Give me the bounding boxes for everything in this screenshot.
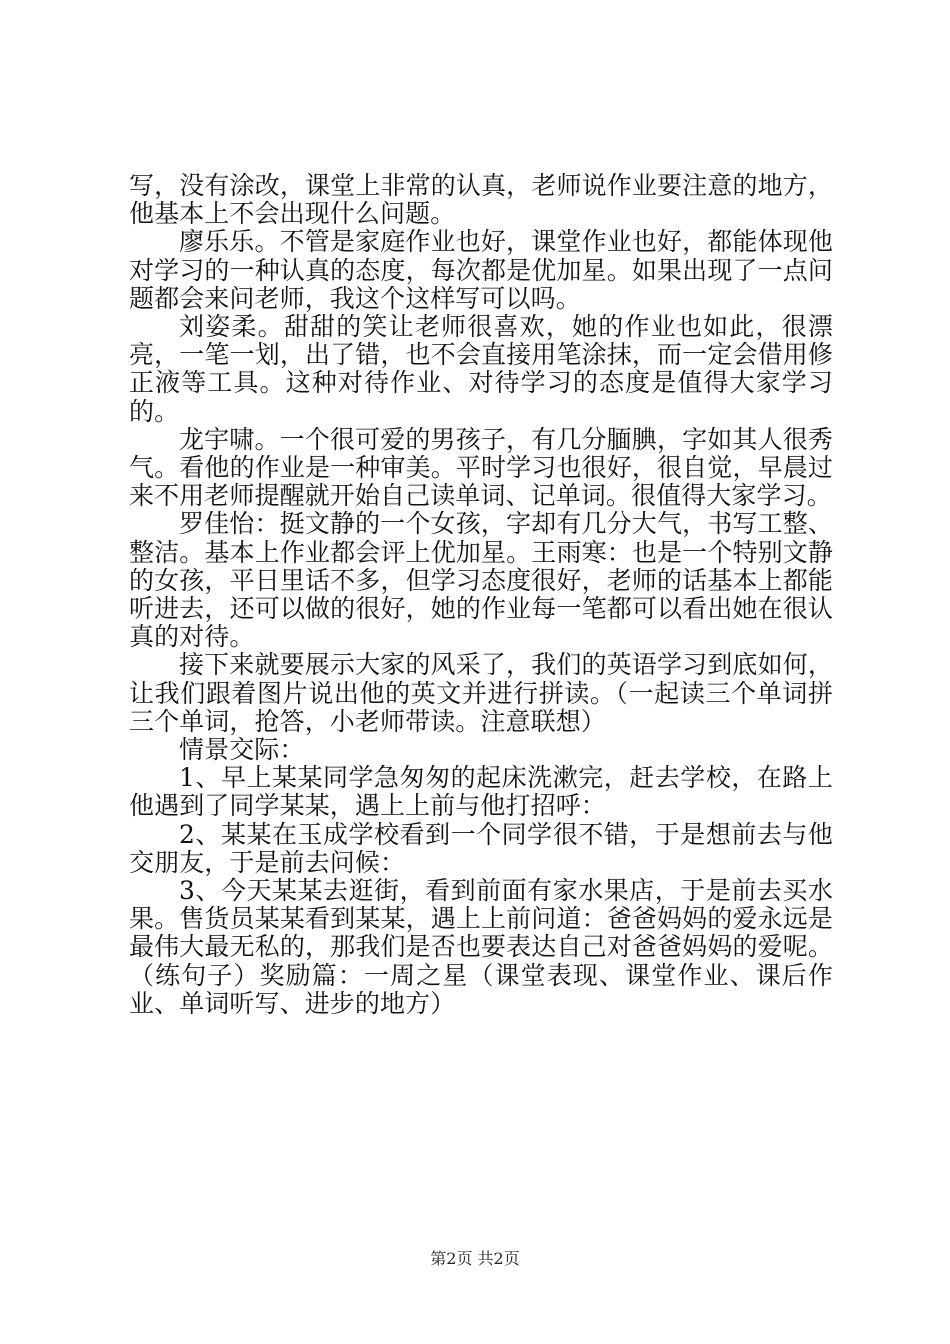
paragraph-luo-jiayi: 罗佳怡：挺文静的一个女孩，字却有几分大气，书写工整、整洁。基本上作业都会评上优加星。王雨寒：也是一个特别文静的女孩，平日里话不多，但学习态度很好，老师的话基本上都能听进去，还可以做的很好，她的作业每一笔都可以看出她在很认真的对待。 — [129, 509, 833, 652]
paragraph-liu-zirou: 刘姿柔。甜甜的笑让老师很喜欢，她的作业也如此，很漂亮，一笔一划，出了错，也不会直接用笔涂抹，而一定会借用修正液等工具。这种对待作业、对待学习的态度是值得大家学习的。 — [129, 312, 833, 426]
paragraph-situation-heading: 情景交际： — [179, 735, 305, 765]
paragraph-liao-lele: 廖乐乐。不管是家庭作业也好，课堂作业也好，都能体现他对学习的一种认真的态度，每次都是优加星。如果出现了一点问题都会来问老师，我这个这样写可以吗。 — [129, 227, 833, 313]
paragraph-situation-3: 3、今天某某去逛街，看到前面有家水果店，于是前去买水果。售货员某某看到某某，遇上上前问道：爸爸妈妈的爱永远是最伟大最无私的，那我们是否也要表达自己对爸爸妈妈的爱呢。（练句子）奖励篇：一周之星（课堂表现、课堂作业、课后作业、单词听写、进步的地方） — [129, 876, 833, 1018]
page-number-label: 第2页 共2页 — [430, 1249, 520, 1268]
paragraph-situation-2: 2、某某在玉成学校看到一个同学很不错，于是想前去与他交朋友，于是前去问候： — [129, 819, 833, 877]
paragraph-continuation: 写，没有涂改，课堂上非常的认真，老师说作业要注意的地方，他基本上不会出现什么问题。 — [129, 171, 833, 229]
document-body — [129, 172, 833, 1018]
paragraph-long-yuxiao: 龙宇啸。一个很可爱的男孩子，有几分腼腆，字如其人很秀气。看他的作业是一种审美。平时学习也很好，很自觉，早晨过来不用老师提醒就开始自己读单词、记单词。很值得大家学习。 — [129, 424, 833, 511]
paragraph-english-showcase: 接下来就要展示大家的风采了，我们的英语学习到底如何，让我们跟着图片说出他的英文并进行拼读。（一起读三个单词拼三个单词，抢答，小老师带读。注意联想） — [129, 650, 833, 736]
page-footer — [0, 1246, 950, 1269]
paragraph-situation-1: 1、早上某某同学急匆匆的起床洗漱完，赶去学校，在路上他遇到了同学某某，遇上上前与他打招呼： — [129, 763, 833, 821]
